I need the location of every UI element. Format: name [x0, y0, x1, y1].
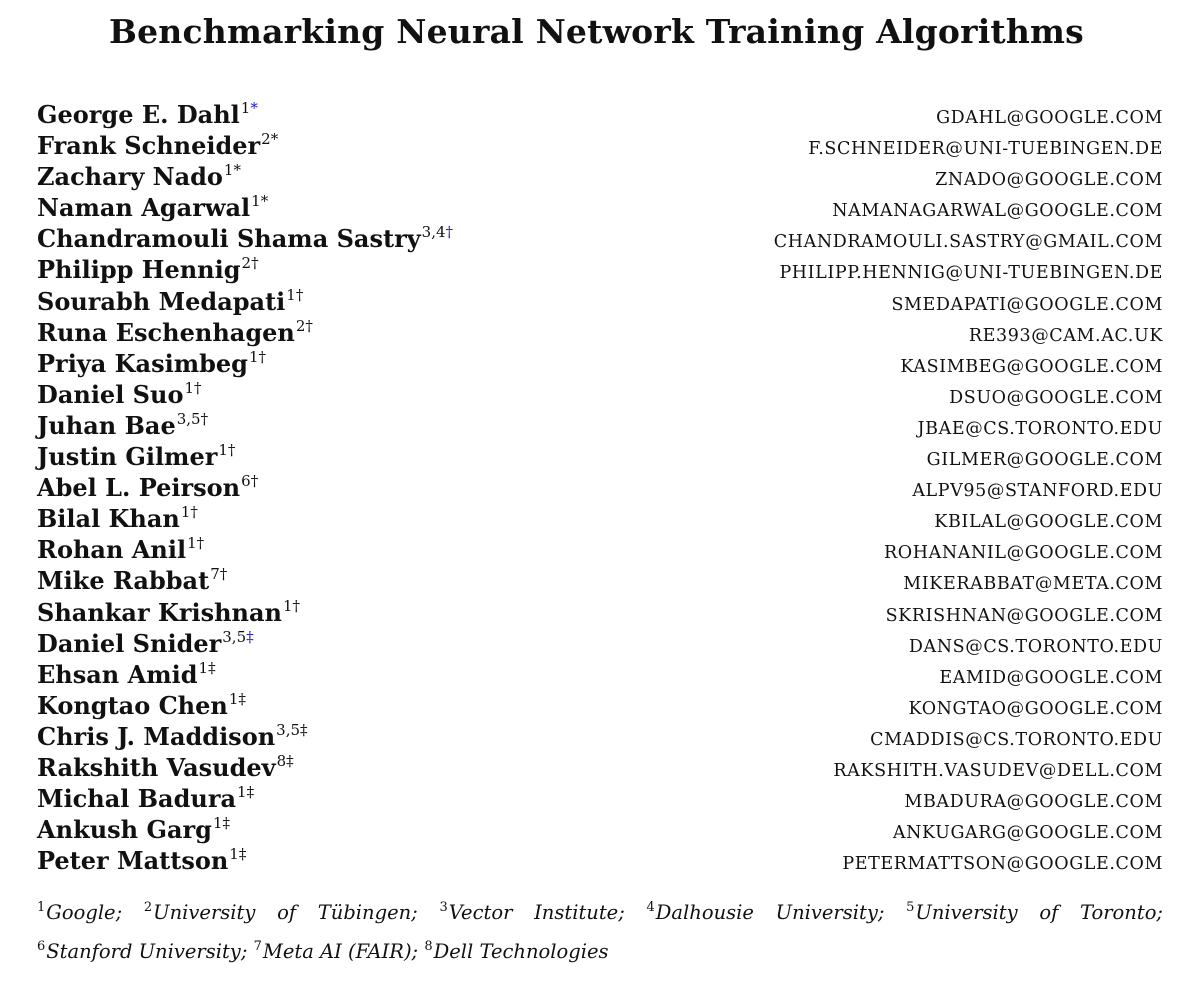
author-affiliation-sup — [277, 752, 294, 770]
contribution-mark: † — [305, 316, 313, 335]
contribution-mark: † — [190, 503, 198, 522]
author-row — [37, 441, 1163, 472]
author-affiliation-sup — [241, 99, 258, 117]
affiliation-number: 2 — [143, 900, 153, 915]
affiliation-item — [424, 940, 608, 963]
affiliations-line-2 — [37, 934, 1163, 973]
author-email: RAKSHITH.VASUDEV@DELL.COM — [833, 760, 1163, 781]
author-name-block — [37, 534, 204, 565]
affiliation-item — [144, 901, 418, 924]
author-email: ROHANANIL@GOOGLE.COM — [884, 543, 1163, 564]
author-email: KBILAL@GOOGLE.COM — [934, 512, 1163, 533]
author-row — [37, 565, 1163, 596]
contribution-mark: ‡ — [246, 783, 255, 802]
affiliation-number: 1 — [180, 503, 191, 522]
author-row — [37, 752, 1163, 783]
author-email: JBAE@CS.TORONTO.EDU — [917, 418, 1163, 439]
author-name-block — [37, 814, 230, 845]
contribution-mark: † — [227, 441, 236, 460]
affiliation-number: 2 — [241, 254, 252, 273]
author-affiliation-sup — [184, 379, 201, 397]
author-row — [37, 379, 1163, 410]
author-row — [37, 814, 1163, 845]
author-row — [37, 317, 1163, 348]
author-name-block — [37, 410, 208, 441]
author-email: PHILIPP.HENNIG@UNI-TUEBINGEN.DE — [779, 263, 1163, 284]
author-email: SMEDAPATI@GOOGLE.COM — [891, 294, 1163, 315]
author-name: Rakshith Vasudev — [37, 752, 276, 782]
author-email: MIKERABBAT@META.COM — [903, 574, 1163, 595]
author-name-block — [37, 659, 216, 690]
affiliation-number: 8 — [276, 751, 287, 770]
author-row — [37, 286, 1163, 317]
affiliation-number: 4 — [646, 900, 655, 915]
affiliation-number: 1 — [229, 845, 239, 864]
contribution-mark: ‡ — [238, 845, 247, 864]
author-email: ZNADO@GOOGLE.COM — [935, 170, 1163, 191]
author-row — [37, 348, 1163, 379]
contribution-mark: ‡ — [222, 814, 230, 833]
affiliation-name: Stanford University; — [46, 940, 248, 963]
author-row — [37, 223, 1163, 254]
author-affiliation-sup — [286, 286, 303, 304]
author-name: Ehsan Amid — [37, 659, 198, 689]
contribution-mark: † — [295, 285, 304, 304]
author-affiliation-sup — [222, 628, 253, 646]
author-name-block — [37, 783, 254, 814]
affiliation-number: 1 — [184, 378, 195, 397]
affiliation-name: University of Toronto; — [915, 901, 1163, 924]
affiliation-number: 5 — [906, 900, 915, 915]
author-name-block — [37, 286, 303, 317]
affiliation-name: Dell Technologies — [433, 940, 609, 963]
affiliations-line-1 — [37, 895, 1163, 934]
contribution-mark: ‡ — [238, 689, 246, 708]
author-name: Michal Badura — [37, 784, 237, 814]
author-email: RE393@CAM.AC.UK — [968, 325, 1163, 346]
author-row — [37, 192, 1163, 223]
contribution-mark[interactable]: ‡ — [246, 627, 254, 646]
author-name-block — [37, 223, 453, 254]
author-name-block — [37, 628, 254, 659]
author-affiliation-sup — [251, 192, 268, 210]
author-name: Justin Gilmer — [37, 442, 218, 472]
author-email: NAMANAGARWAL@GOOGLE.COM — [832, 201, 1163, 222]
affiliation-name: Dalhousie University; — [655, 901, 885, 924]
author-name-block — [37, 690, 246, 721]
affiliation-number: 3 — [439, 900, 448, 915]
author-name-block — [37, 130, 278, 161]
author-email: KASIMBEG@GOOGLE.COM — [900, 356, 1163, 377]
author-name: Priya Kasimbeg — [37, 348, 248, 378]
author-name: Naman Agarwal — [37, 193, 251, 223]
author-name: Rohan Anil — [37, 535, 187, 565]
author-affiliation-sup — [210, 565, 227, 583]
affiliation-number: 6 — [37, 939, 46, 954]
author-affiliation-sup — [224, 161, 241, 179]
affiliation-number: 1 — [251, 192, 261, 211]
contribution-mark: † — [194, 378, 202, 397]
contribution-mark: * — [233, 161, 241, 180]
author-name: Juhan Bae — [37, 410, 176, 440]
author-name: Peter Mattson — [37, 846, 229, 876]
author-row — [37, 783, 1163, 814]
affiliation-name: Google; — [46, 901, 123, 924]
contribution-mark: ‡ — [300, 720, 308, 739]
affiliations — [37, 895, 1163, 973]
author-name: Chris J. Maddison — [37, 721, 276, 751]
affiliation-item — [37, 901, 122, 924]
author-name: Sourabh Medapati — [37, 286, 286, 316]
author-email: CHANDRAMOULI.SASTRY@GMAIL.COM — [773, 232, 1163, 253]
affiliation-number: 3,5 — [222, 627, 247, 646]
author-row — [37, 99, 1163, 130]
author-affiliation-sup — [218, 441, 235, 459]
affiliation-number: 1 — [212, 814, 223, 833]
author-email: ANKUGARG@GOOGLE.COM — [892, 823, 1163, 844]
contribution-mark: † — [200, 409, 209, 428]
author-affiliation-sup — [242, 254, 259, 272]
author-name-block — [37, 348, 266, 379]
author-name-block — [37, 597, 300, 628]
author-name-block — [37, 99, 258, 130]
affiliation-number: 1 — [187, 534, 197, 553]
author-name: Daniel Snider — [37, 628, 222, 658]
author-name: Kongtao Chen — [37, 690, 228, 720]
author-row — [37, 254, 1163, 285]
author-affiliation-sup — [249, 348, 266, 366]
contribution-mark: * — [260, 192, 269, 211]
author-email: ALPV95@STANFORD.EDU — [912, 481, 1163, 502]
author-name-block — [37, 845, 246, 876]
author-name-block — [37, 752, 294, 783]
contribution-mark: † — [250, 472, 259, 491]
author-name: Ankush Garg — [37, 815, 212, 845]
author-affiliation-sup — [241, 472, 258, 490]
author-affiliation-sup — [296, 317, 313, 335]
author-name-block — [37, 565, 227, 596]
author-name: George E. Dahl — [37, 100, 240, 129]
contribution-mark[interactable]: † — [445, 223, 454, 242]
affiliation-number: 1 — [198, 658, 209, 677]
author-name: Daniel Suo — [37, 379, 184, 409]
contribution-mark: ‡ — [286, 751, 294, 770]
author-affiliation-sup — [422, 223, 453, 241]
contribution-mark: † — [219, 565, 228, 584]
affiliation-number: 1 — [248, 347, 259, 366]
contribution-mark: † — [196, 534, 205, 553]
contribution-mark: † — [251, 254, 259, 273]
affiliation-number: 1 — [228, 689, 239, 708]
contribution-mark: * — [270, 130, 279, 149]
author-email: EAMID@GOOGLE.COM — [939, 667, 1163, 688]
author-affiliation-sup — [261, 130, 278, 148]
author-row — [37, 472, 1163, 503]
affiliation-number: 6 — [241, 472, 251, 491]
affiliation-number: 2 — [295, 316, 306, 335]
affiliation-number: 1 — [286, 285, 296, 304]
author-affiliation-sup — [229, 845, 246, 863]
author-affiliation-sup — [187, 534, 204, 552]
author-name: Philipp Hennig — [37, 255, 241, 285]
author-name: Chandramouli Shama Sastry — [37, 224, 421, 254]
affiliation-number: 1 — [283, 596, 293, 615]
affiliation-number: 7 — [210, 565, 220, 584]
affiliation-number: 1 — [37, 900, 46, 915]
author-email: GDAHL@GOOGLE.COM — [936, 108, 1163, 128]
author-name: Zachary Nado — [37, 162, 223, 192]
author-name-block — [37, 192, 268, 223]
author-name: Shankar Krishnan — [37, 597, 282, 627]
author-row — [37, 410, 1163, 441]
author-affiliation-sup — [283, 597, 300, 615]
author-affiliation-sup — [181, 503, 198, 521]
affiliation-number: 8 — [424, 939, 433, 954]
author-row — [37, 845, 1163, 876]
affiliation-item — [254, 940, 419, 963]
author-name-block — [37, 254, 259, 285]
contribution-mark[interactable]: * — [250, 99, 258, 117]
author-name: Runa Eschenhagen — [37, 317, 295, 347]
affiliation-name: Vector Institute; — [448, 901, 625, 924]
contribution-mark: † — [292, 596, 301, 615]
affiliation-number: 3,4 — [421, 223, 446, 242]
author-email: MBADURA@GOOGLE.COM — [904, 792, 1163, 813]
author-row — [37, 628, 1163, 659]
author-name-block — [37, 317, 313, 348]
affiliation-number: 1 — [240, 99, 251, 117]
affiliation-item — [647, 901, 885, 924]
contribution-mark: † — [258, 347, 266, 366]
author-name-block — [37, 721, 308, 752]
paper-title: Benchmarking Neural Network Training Algorithms — [109, 12, 1084, 51]
affiliation-item — [439, 901, 624, 924]
author-name: Bilal Khan — [37, 504, 180, 534]
author-row — [37, 597, 1163, 628]
author-email: F.SCHNEIDER@UNI-TUEBINGEN.DE — [808, 139, 1163, 160]
author-email: PETERMATTSON@GOOGLE.COM — [842, 854, 1163, 875]
author-email: DANS@CS.TORONTO.EDU — [908, 636, 1163, 657]
affiliation-number: 3,5 — [276, 720, 301, 739]
author-affiliation-sup — [213, 814, 230, 832]
author-affiliation-sup — [177, 410, 208, 428]
author-name-block — [37, 503, 198, 534]
author-email: KONGTAO@GOOGLE.COM — [908, 698, 1163, 719]
contribution-mark: ‡ — [208, 658, 216, 677]
author-email: DSUO@GOOGLE.COM — [949, 387, 1163, 408]
affiliation-item — [37, 940, 247, 963]
affiliation-number: 1 — [223, 161, 234, 180]
author-row — [37, 690, 1163, 721]
author-email: SKRISHNAN@GOOGLE.COM — [885, 605, 1163, 626]
author-affiliation-sup — [229, 690, 246, 708]
author-row — [37, 721, 1163, 752]
author-name: Abel L. Peirson — [37, 473, 241, 503]
author-email: GILMER@GOOGLE.COM — [926, 450, 1163, 471]
author-row — [37, 130, 1163, 161]
author-row — [37, 659, 1163, 690]
author-name-block — [37, 379, 202, 410]
affiliation-number: 2 — [261, 130, 271, 149]
affiliation-name: Meta AI (FAIR); — [262, 940, 419, 963]
author-affiliation-sup — [276, 721, 307, 739]
affiliation-item — [906, 901, 1163, 924]
author-affiliation-sup — [237, 783, 254, 801]
author-name-block — [37, 161, 241, 192]
author-row — [37, 503, 1163, 534]
affiliation-number: 7 — [253, 939, 262, 954]
affiliation-number: 3,5 — [176, 409, 201, 428]
author-row — [37, 161, 1163, 192]
affiliation-number: 1 — [218, 441, 228, 460]
author-name: Mike Rabbat — [37, 566, 210, 596]
author-name: Frank Schneider — [37, 131, 261, 161]
author-name-block — [37, 441, 235, 472]
author-name-block — [37, 472, 258, 503]
author-row — [37, 534, 1163, 565]
affiliation-name: University of Tübingen; — [153, 901, 418, 924]
author-list — [37, 99, 1163, 876]
author-email: CMADDIS@CS.TORONTO.EDU — [870, 729, 1163, 750]
affiliation-number: 1 — [237, 783, 247, 802]
author-affiliation-sup — [199, 659, 216, 677]
